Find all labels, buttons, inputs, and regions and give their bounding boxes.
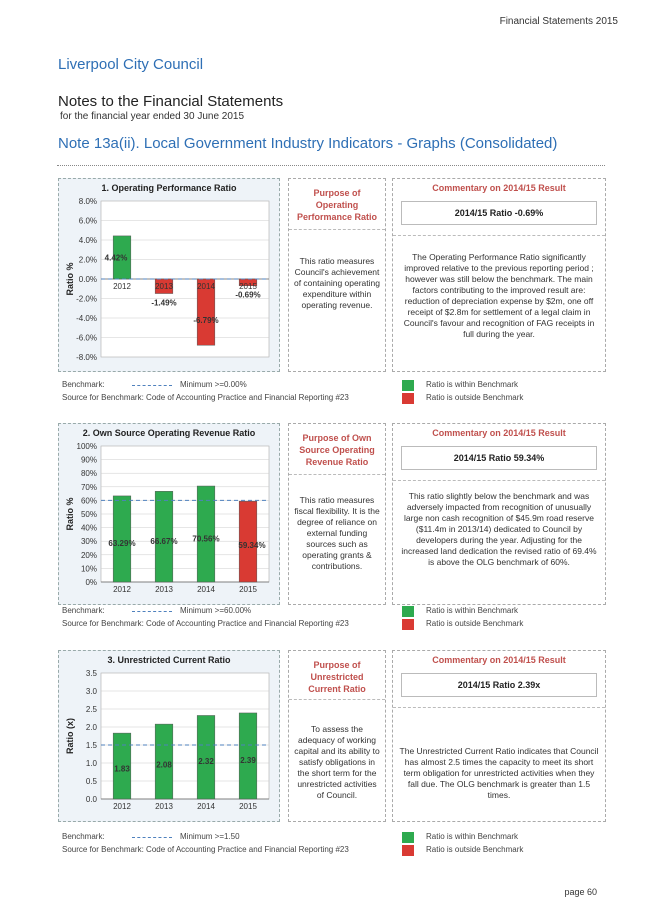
- benchmark-line-key: [132, 837, 172, 838]
- bar-chart: [59, 179, 279, 371]
- chart-panel: [58, 178, 280, 372]
- purpose-panel: [288, 650, 386, 822]
- benchmark-source: Source for Benchmark: Code of Accounting Practice and Financial Reporting #23: [62, 845, 349, 854]
- chart-panel: [58, 650, 280, 822]
- y-tick-label: 20%: [80, 550, 97, 560]
- benchmark-minimum: Minimum >=1.50: [180, 832, 240, 841]
- commentary-text: This ratio slightly below the benchmark and was adversely impacted from recognition of unusually large non cash recognition of $45.9m road reserve ($11.4m in 2013/14) dedicated to Council by developers during the year. Adjusting for the increased land dedication the revised ratio of 69.4% is above the OLG benchmark of 60%.: [401, 491, 597, 567]
- commentary-panel: [392, 178, 606, 372]
- title-divider: [57, 165, 605, 166]
- y-tick-label: -6.0%: [76, 333, 97, 343]
- legend-outside-swatch: [402, 845, 414, 856]
- y-tick-label: 60%: [80, 496, 97, 506]
- x-tick-label: 2013: [155, 802, 173, 811]
- benchmark-source: Source for Benchmark: Code of Accounting Practice and Financial Reporting #23: [62, 393, 349, 402]
- x-tick-label: 2014: [197, 802, 215, 811]
- y-tick-label: 2.0: [85, 723, 97, 732]
- y-tick-label: 30%: [80, 537, 97, 547]
- y-tick-label: 3.0: [85, 687, 97, 696]
- legend-outside-label: Ratio is outside Benchmark: [426, 845, 524, 854]
- legend-within-label: Ratio is within Benchmark: [426, 380, 519, 389]
- chart-title: 1. Operating Performance Ratio: [101, 183, 237, 193]
- notes-subtitle: for the financial year ended 30 June 2015: [60, 111, 245, 122]
- data-label: 2.32: [198, 756, 214, 766]
- legend-within-swatch: [402, 380, 414, 391]
- legend-outside-swatch: [402, 393, 414, 404]
- legend-outside-label: Ratio is outside Benchmark: [426, 619, 524, 628]
- commentary-text: The Operating Performance Ratio significantly improved relative to the previous reporting period ; however was still below the benchmark. The main factors contributing to the improved result are: reduction of depreciation expense by $2m, one off receipt of $2.8m for settlement of a legal claim in Council's favour and recognition of FAG receipts in full during the year.: [403, 252, 595, 339]
- purpose-title: Purpose of Operating Performance Ratio: [296, 188, 378, 222]
- note-title: Note 13a(ii). Local Government Industry Indicators - Graphs (Consolidated): [58, 135, 558, 152]
- legend-outside-label: Ratio is outside Benchmark: [426, 393, 524, 402]
- x-tick-label: 2012: [113, 802, 131, 811]
- y-tick-label: 8.0%: [78, 197, 97, 206]
- y-tick-label: 70%: [80, 482, 97, 492]
- purpose-title: Purpose of Unrestricted Current Ratio: [308, 660, 366, 694]
- commentary-title: Commentary on 2014/15 Result: [432, 183, 566, 193]
- commentary-title: Commentary on 2014/15 Result: [432, 655, 566, 665]
- y-tick-label: -8.0%: [76, 353, 97, 362]
- y-tick-label: -2.0%: [76, 294, 97, 304]
- y-tick-label: 0.0%: [78, 275, 97, 284]
- data-label: 59.34%: [238, 541, 266, 551]
- y-tick-label: 6.0%: [78, 216, 97, 226]
- chart-title: 3. Unrestricted Current Ratio: [107, 655, 231, 665]
- y-tick-label: 50%: [80, 510, 97, 519]
- commentary-panel: [392, 650, 606, 822]
- benchmark-label: Benchmark:: [62, 832, 105, 841]
- x-tick-label: 2014: [197, 585, 215, 594]
- y-tick-label: 10%: [80, 564, 97, 574]
- x-tick-label: 2013: [155, 282, 173, 291]
- data-label: -0.69%: [235, 290, 261, 300]
- y-tick-label: 0%: [85, 578, 97, 587]
- chart-title: 2. Own Source Operating Revenue Ratio: [82, 428, 256, 438]
- data-label: -1.49%: [151, 298, 177, 308]
- purpose-panel: [288, 423, 386, 605]
- purpose-text: This ratio measures fiscal flexibility. It is the degree of reliance on external funding sources such as operating grants & contributions.: [294, 495, 380, 571]
- y-tick-label: 90%: [80, 455, 97, 465]
- benchmark-line-key: [132, 385, 172, 386]
- council-name: Liverpool City Council: [58, 56, 204, 73]
- y-tick-label: 80%: [80, 469, 97, 479]
- purpose-title: Purpose of Own Source Operating Revenue Ratio: [299, 433, 375, 467]
- document-header: Financial Statements 2015: [499, 16, 618, 27]
- y-tick-label: 4.0%: [78, 236, 97, 245]
- benchmark-source: Source for Benchmark: Code of Accounting Practice and Financial Reporting #23: [62, 619, 349, 628]
- y-tick-label: 1.5: [85, 741, 97, 750]
- y-tick-label: 0.5: [85, 777, 97, 786]
- purpose-text: To assess the adequacy of working capital and its ability to satisfy obligations in the short term for the unrestricted activities of Council.: [294, 724, 380, 800]
- legend-within-swatch: [402, 832, 414, 843]
- purpose-panel: [288, 178, 386, 372]
- x-tick-label: 2014: [197, 282, 215, 291]
- ratio-result: 2014/15 Ratio -0.69%: [401, 201, 597, 225]
- y-tick-label: 1.0: [85, 759, 97, 768]
- benchmark-label: Benchmark:: [62, 380, 105, 389]
- benchmark-minimum: Minimum >=60.00%: [180, 606, 252, 615]
- data-label: 4.42%: [104, 253, 128, 263]
- data-label: 63.29%: [108, 538, 136, 548]
- benchmark-label: Benchmark:: [62, 606, 105, 615]
- legend-outside-swatch: [402, 619, 414, 630]
- data-label: 1.83: [114, 764, 130, 774]
- x-tick-label: 2015: [239, 802, 257, 811]
- y-tick-label: 40%: [80, 523, 97, 533]
- y-axis-label: Ratio %: [65, 497, 75, 531]
- bar-chart: [59, 424, 279, 604]
- y-axis-label: Ratio (x): [65, 718, 75, 754]
- chart-panel: [58, 423, 280, 605]
- bar-chart: [59, 651, 279, 821]
- x-tick-label: 2013: [155, 585, 173, 594]
- y-tick-label: 2.0%: [78, 255, 97, 265]
- notes-title: Notes to the Financial Statements: [58, 93, 284, 110]
- x-tick-label: 2015: [239, 585, 257, 594]
- commentary-text: The Unrestricted Current Ratio indicates that Council has almost 2.5 times the capacity to meet its short term obligation for unrestricted activities when they fall due. The OLG benchmark is greater than 1.5 times.: [399, 746, 599, 800]
- legend-within-swatch: [402, 606, 414, 617]
- benchmark-line-key: [132, 611, 172, 612]
- x-tick-label: 2012: [113, 585, 131, 594]
- ratio-result: 2014/15 Ratio 59.34%: [401, 446, 597, 470]
- commentary-title: Commentary on 2014/15 Result: [432, 428, 566, 438]
- y-tick-label: 2.5: [85, 705, 97, 714]
- data-label: 70.56%: [192, 534, 220, 544]
- data-label: 2.08: [156, 760, 172, 770]
- y-tick-label: 0.0: [85, 795, 97, 804]
- page-number: page 60: [564, 887, 597, 897]
- legend-within-label: Ratio is within Benchmark: [426, 606, 519, 615]
- y-axis-label: Ratio %: [65, 262, 75, 296]
- benchmark-minimum: Minimum >=0.00%: [180, 380, 247, 389]
- data-label: 66.67%: [150, 536, 178, 546]
- legend-within-label: Ratio is within Benchmark: [426, 832, 519, 841]
- purpose-text: This ratio measures Council's achievement of containing operating expenditure within operating revenue.: [293, 256, 380, 310]
- x-tick-label: 2015: [239, 282, 257, 291]
- y-tick-label: 3.5: [85, 669, 97, 678]
- y-tick-label: 100%: [76, 442, 97, 451]
- x-tick-label: 2012: [113, 282, 131, 291]
- y-tick-label: -4.0%: [76, 314, 97, 323]
- data-label: 2.39: [240, 755, 256, 765]
- commentary-panel: [392, 423, 606, 605]
- data-label: -6.79%: [193, 316, 219, 326]
- ratio-result: 2014/15 Ratio 2.39x: [401, 673, 597, 697]
